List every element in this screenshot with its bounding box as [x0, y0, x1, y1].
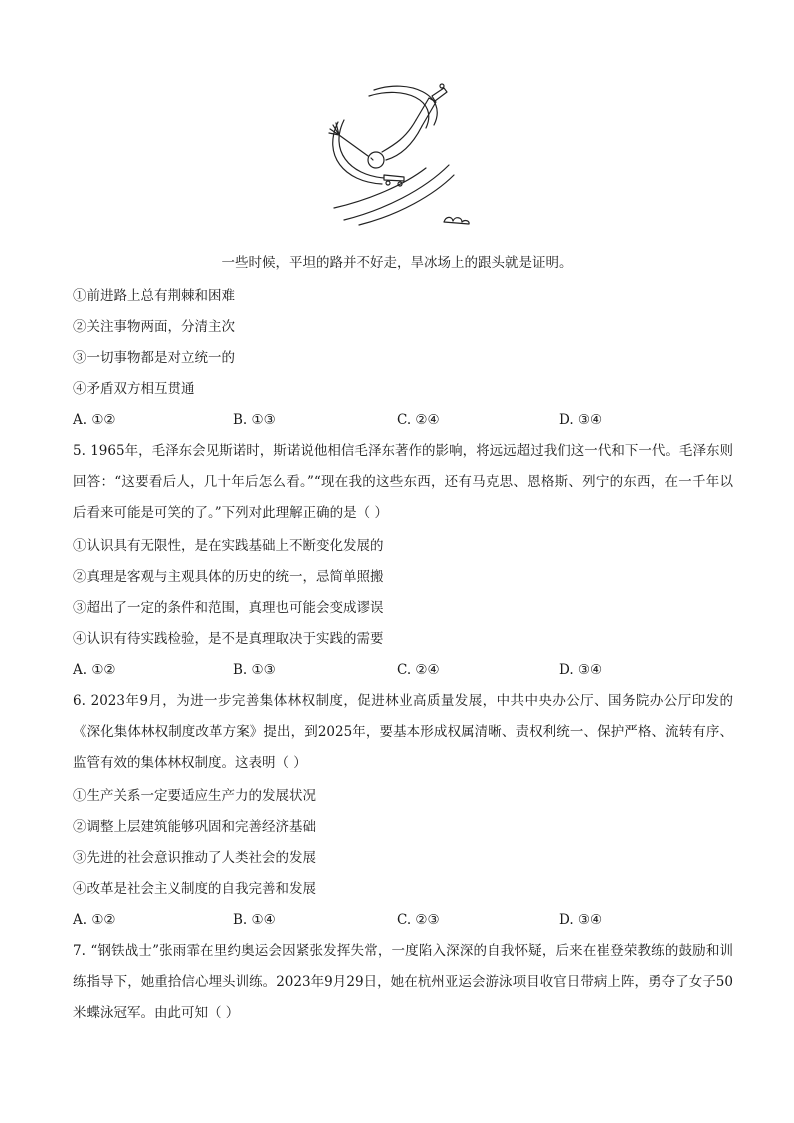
q6-statement-3: ③先进的社会意识推动了人类社会的发展 [73, 850, 316, 866]
q4-statement-2: ②关注事物两面，分清主次 [73, 319, 235, 335]
q4-option-b[interactable]: B. ①③ [233, 412, 276, 428]
q5-stem: 5. 1965年，毛泽东会见斯诺时，斯诺说他相信毛泽东著作的影响，将远远超过我们这一代和下一代。毛泽东则回答：“这要看后人，几十年后怎么看。”“现在我的这些东西，还有马克思、恩格斯、列宁的东西，在一千年以后看来可能是可笑的了。”下列对此理解正确的是（ ） [73, 443, 733, 521]
q4-statement-4: ④矛盾双方相互贯通 [73, 381, 195, 397]
q5-statement-1: ①认识具有无限性，是在实践基础上不断变化发展的 [73, 538, 384, 554]
q5-options [73, 660, 733, 680]
q6-option-c[interactable]: C. ②③ [397, 912, 440, 928]
figure-caption: 一些时候，平坦的路并不好走，旱冰场上的跟头就是证明。 [221, 255, 573, 271]
q7-stem: 7. “钢铁战士”张雨霏在里约奥运会因紧张发挥失常，一度陷入深深的自我怀疑，后来在崔登荣教练的鼓励和训练指导下，她重拾信心埋头训练。2023年9月29日，她在杭州亚运会游泳项目收官日带病上阵，勇夺了女子50米蝶泳冠军。由此可知（ ） [73, 943, 733, 1021]
q6-options [73, 910, 733, 930]
q5-option-b[interactable]: B. ①③ [233, 662, 276, 678]
q4-statement-1: ①前进路上总有荆棘和困难 [73, 288, 235, 304]
q6-statement-2: ②调整上层建筑能够巩固和完善经济基础 [73, 819, 316, 835]
q6-statement-1: ①生产关系一定要适应生产力的发展状况 [73, 788, 316, 804]
q5-option-d[interactable]: D. ③④ [559, 662, 603, 678]
q5-statement-2: ②真理是客观与主观具体的历史的统一，忌简单照搬 [73, 569, 384, 585]
q5-option-c[interactable]: C. ②④ [397, 662, 440, 678]
q6-statement-4: ④改革是社会主义制度的自我完善和发展 [73, 881, 316, 897]
q6-option-a[interactable]: A. ①② [73, 912, 116, 928]
q4-statement-3: ③一切事物都是对立统一的 [73, 350, 235, 366]
q4-option-d[interactable]: D. ③④ [559, 412, 603, 428]
q5-statement-3: ③超出了一定的条件和范围，真理也可能会变成谬误 [73, 600, 384, 616]
q5-option-a[interactable]: A. ①② [73, 662, 116, 678]
q6-option-b[interactable]: B. ①④ [233, 912, 276, 928]
q6-stem: 6. 2023年9月，为进一步完善集体林权制度，促进林业高质量发展，中共中央办公厅、国务院办公厅印发的《深化集体林权制度改革方案》提出，到2025年，要基本形成权属清晰、责权利统一、保护严格、流转有序、监管有效的集体林权制度。这表明（ ） [73, 693, 733, 771]
roller-skater-falling-illustration [314, 80, 484, 230]
q4-options [73, 410, 733, 430]
q6-option-d[interactable]: D. ③④ [559, 912, 603, 928]
q5-statement-4: ④认识有待实践检验，是不是真理取决于实践的需要 [73, 631, 384, 647]
q4-option-a[interactable]: A. ①② [73, 412, 116, 428]
q4-option-c[interactable]: C. ②④ [397, 412, 440, 428]
